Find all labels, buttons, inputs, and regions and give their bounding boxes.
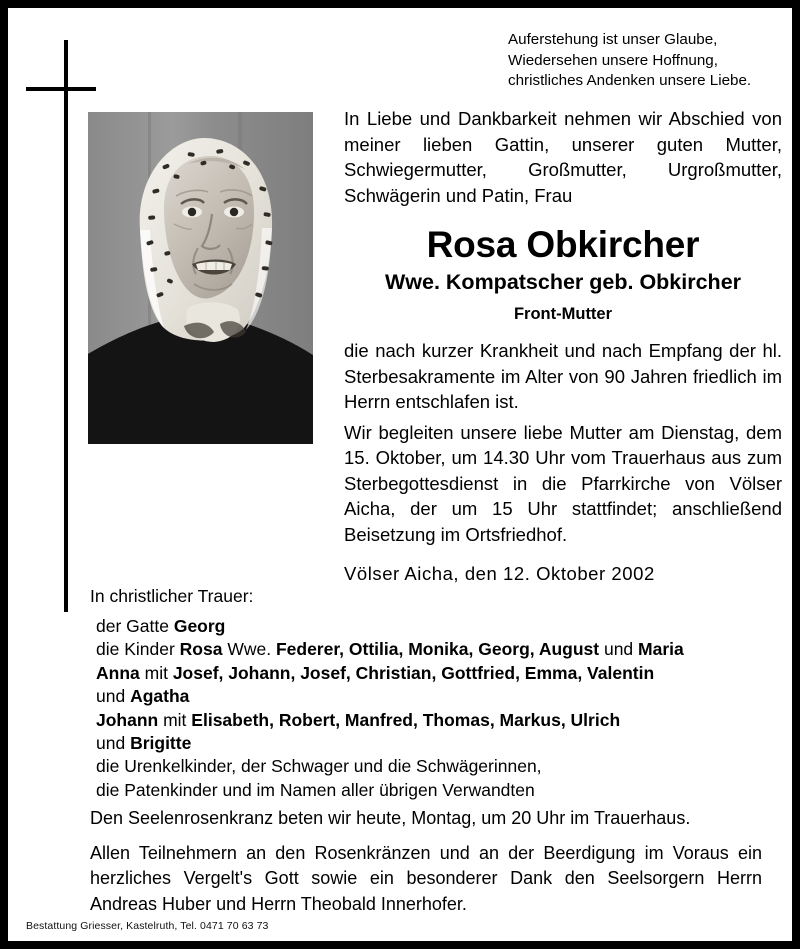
mourners-section [90, 584, 750, 802]
mourner-relation: mit [139, 662, 173, 683]
mourner-relation: der Gatte [96, 616, 174, 636]
mourner-relation: die Urenkelkinder, der Schwager und die Schwägerinnen, [96, 756, 542, 777]
closing-section [90, 806, 762, 917]
obituary-sheet [8, 8, 792, 941]
mourner-name: Rosa [179, 639, 223, 660]
mourner-name: Federer, Ottilia, Monika, Georg, August [275, 639, 600, 660]
mourner-name: Maria [638, 639, 684, 660]
mourner-name: Elisabeth, Robert, Manfred, Thomas, Markus, Ulrich [191, 709, 621, 730]
mourner-line [90, 685, 750, 708]
mourner-line [90, 662, 750, 685]
rosary-paragraph: Den Seelenrosenkranz beten wir heute, Montag, um 20 Uhr im Trauerhaus. [90, 808, 691, 828]
mourner-line [90, 615, 750, 638]
mourners-list [90, 615, 750, 802]
death-notice-paragraph: die nach kurzer Krankheit und nach Empfang der hl. Sterbesakramente im Alter von 90 Jahren friedlich im Herrn entschlafen ist. [344, 340, 782, 412]
mourner-line [90, 755, 750, 778]
mourner-line [90, 732, 750, 755]
mourner-name: Brigitte [130, 733, 192, 754]
mourner-relation: mit [158, 709, 192, 730]
mourner-name: Josef, Johann, Josef, Christian, Gottfried, Emma, Valentin [172, 662, 655, 683]
deceased-name: Rosa Obkircher [426, 224, 700, 265]
mourner-relation: die Kinder [96, 639, 180, 660]
deceased-subtitle: Wwe. Kompatscher geb. Obkircher [384, 270, 742, 294]
portrait-illustration [88, 112, 313, 444]
funeral-details-paragraph: Wir begleiten unsere liebe Mutter am Dienstag, dem 15. Oktober, um 14.30 Uhr vom Trauerhaus aus zum Sterbegottesdienst in die Pfarrkirche von Völser Aicha, der um 15 Uhr stattfindet; anschließend Beisetzung im Ortsfriedhof. [344, 421, 782, 545]
mourner-name: Agatha [130, 686, 190, 707]
intro-paragraph: In Liebe und Dankbarkeit nehmen wir Abschied von meiner lieben Gattin, unserer guten Mutter, Schwiegermutter, Großmutter, Urgroßmutter, Schwägerin und Patin, Frau [344, 108, 782, 206]
mourner-relation: und [96, 733, 131, 754]
mourner-line [90, 638, 750, 661]
epitaph-line-1: Auferstehung ist unser Glaube, [508, 31, 718, 48]
cross-icon [26, 40, 96, 612]
epitaph-line-2: Wiedersehen unsere Hoffnung, [508, 51, 718, 69]
cross-horizontal-bar [26, 87, 96, 91]
mourner-name: Johann [96, 709, 159, 730]
cross-vertical-bar [64, 40, 68, 612]
portrait-photo [88, 112, 313, 444]
mourner-relation: und [96, 686, 131, 707]
epitaph-verse [508, 30, 780, 92]
main-text-column [344, 106, 782, 587]
funeral-home-credit: Bestattung Griesser, Kastelruth, Tel. 0471 70 63 73 [26, 920, 269, 932]
mourner-name: Georg [173, 616, 226, 636]
mourner-relation: die Patenkinder und im Namen aller übrigen Verwandten [96, 779, 535, 800]
deceased-nickname: Front-Mutter [513, 305, 613, 323]
mourners-heading: In christlicher Trauer: [90, 586, 254, 606]
thanks-paragraph: Allen Teilnehmern an den Rosenkränzen und an der Beerdigung im Voraus ein herzliches Vergelt's Gott sowie ein besonderer Dank den Seelsorgern Herrn Andreas Huber und Herrn Theobald Innerhofer. [90, 842, 762, 914]
deceased-name-block [344, 224, 782, 326]
mourner-line [90, 709, 750, 732]
epitaph-line-3: christliches Andenken unsere Liebe. [508, 72, 752, 89]
mourner-name: Anna [96, 662, 140, 683]
mourner-relation: Wwe. [222, 639, 276, 660]
mourner-relation: und [599, 639, 639, 660]
mourner-line [90, 779, 750, 802]
place-and-date: Völser Aicha, den 12. Oktober 2002 [344, 563, 655, 584]
